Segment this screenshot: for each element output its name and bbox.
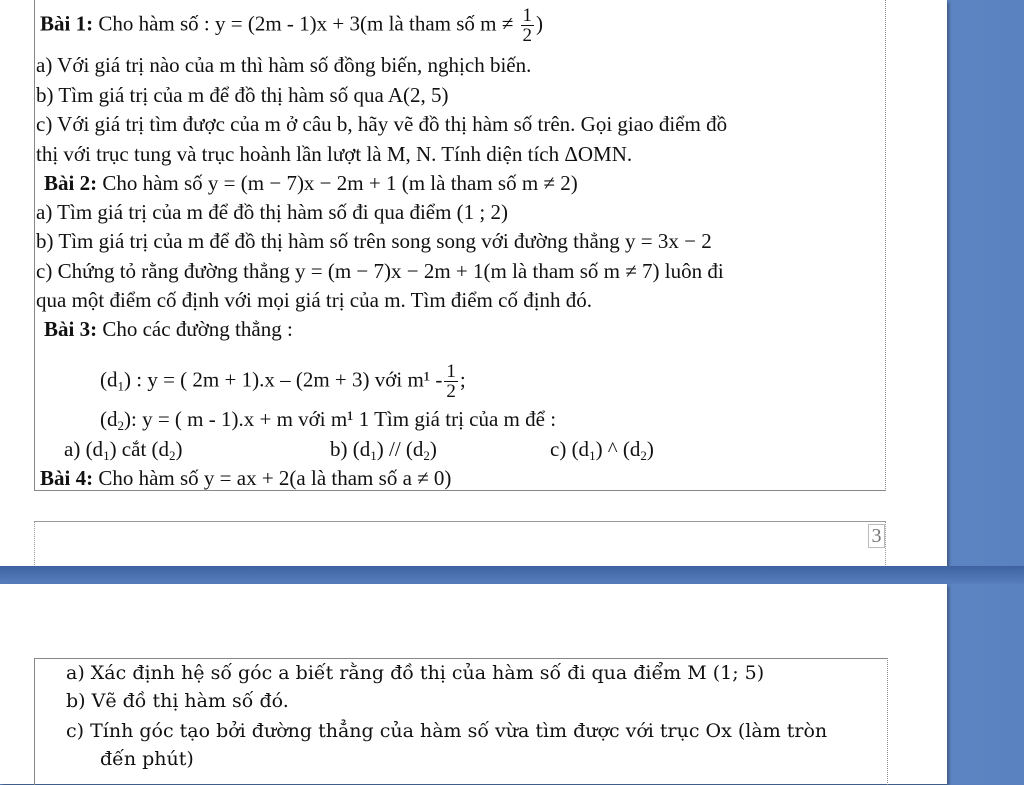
footer-area[interactable]	[34, 521, 886, 567]
qa-end: )	[175, 437, 183, 461]
bai1-c-line1: c) Với giá trị tìm được của m ở câu b, hãy vẽ đồ thị hàm số trên. Gọi giao điểm đồ	[36, 112, 728, 136]
d2-expression: ): y = ( m - 1).x + m với m¹ 1 Tìm giá trị của m để :	[124, 407, 557, 431]
d1-label: (d	[100, 367, 118, 392]
bai2-title: Bài 2:	[44, 171, 98, 195]
bai1-c-line2: thị với trục tung và trục hoành lần lượt là M, N. Tính diện tích ΔOMN.	[36, 142, 633, 166]
bai3-heading	[44, 316, 293, 342]
bai2-heading	[44, 170, 578, 196]
line-d2	[100, 406, 556, 439]
qa-sub1: 1	[103, 448, 110, 463]
qc-start: c) (d	[550, 437, 590, 461]
bai3-title: Bài 3:	[44, 317, 98, 341]
qb-sub1: 1	[370, 448, 377, 463]
qa-mid: ) cắt (d	[109, 437, 170, 461]
bai2-b: b) Tìm giá trị của m để đồ thị hàm số trên song song với đường thẳng y = 3x − 2	[36, 229, 712, 253]
d1-subscript: 1	[117, 378, 124, 394]
page-gap	[0, 566, 1024, 584]
bai2-a: a) Tìm giá trị của m để đồ thị hàm số đi qua điểm (1 ; 2)	[36, 200, 509, 224]
qc-mid: ) ^ (d	[595, 437, 641, 461]
qb-start: b) (d	[330, 437, 371, 461]
bai3-stem: Cho các đường thẳng :	[97, 317, 293, 341]
bai1-stem: Cho hàm số : y = (2m - 1)x + 3(m là tham số m ≠	[93, 11, 519, 36]
d1-expression: ) : y = ( 2m + 1).x – (2m + 3) với m¹ -	[124, 367, 443, 392]
fraction-1-2-d1	[444, 362, 458, 401]
qc-sub2: 2	[640, 448, 647, 463]
qb-mid: ) // (d	[376, 437, 424, 461]
bai1-a: a) Với giá trị nào của m thì hàm số đồng biến, nghịch biến.	[36, 53, 532, 77]
qa-sub2: 2	[169, 448, 176, 463]
qb-end: )	[429, 437, 437, 461]
bai4-heading	[40, 465, 451, 491]
bai1-stem-end: )	[536, 11, 544, 36]
d2-label: (d	[100, 407, 118, 431]
page-number: 3	[868, 524, 885, 548]
qa-start: a) (d	[64, 437, 104, 461]
bai4-title: Bài 4:	[40, 466, 94, 490]
d1-tail: ;	[459, 367, 466, 392]
d2-subscript: 2	[117, 418, 124, 433]
document-page-2[interactable]	[0, 584, 947, 784]
fraction-denominator: 2	[446, 381, 456, 402]
bai4-c-line1: c) Tính góc tạo bởi đường thẳng của hàm số vừa tìm được với trục Ox (làm tròn	[66, 720, 828, 742]
bai4-a: a) Xác định hệ số góc a biết rằng đồ thị của hàm số đi qua điểm M (1; 5)	[66, 662, 765, 684]
line-d1	[100, 362, 466, 401]
bai1-heading	[40, 6, 543, 45]
bai1-b: b) Tìm giá trị của m để đồ thị hàm số qua A(2, 5)	[36, 83, 449, 107]
qb-sub2: 2	[423, 448, 430, 463]
bai4-stem: Cho hàm số y = ax + 2(a là tham số a ≠ 0)	[93, 466, 452, 490]
bai1-title: Bài 1:	[40, 11, 94, 36]
fraction-numerator: 1	[446, 361, 456, 382]
bai2-c-line2: qua một điểm cố định với mọi giá trị của m. Tìm điểm cố định đó.	[36, 288, 593, 312]
bai3-question-c	[550, 436, 654, 469]
fraction-1-2	[521, 6, 535, 45]
fraction-numerator: 1	[522, 5, 533, 26]
qc-sub1: 1	[589, 448, 596, 463]
bai4-c-line2: đến phút)	[100, 748, 194, 770]
bai4-b: b) Vẽ đồ thị hàm số đó.	[66, 690, 289, 712]
fraction-denominator: 2	[522, 25, 533, 46]
qc-end: )	[646, 437, 654, 461]
bai2-c-line1: c) Chứng tỏ rằng đường thẳng y = (m − 7)x − 2m + 1(m là tham số m ≠ 7) luôn đi	[36, 259, 724, 283]
bai2-stem: Cho hàm số y = (m − 7)x − 2m + 1 (m là tham số m ≠ 2)	[97, 171, 578, 195]
